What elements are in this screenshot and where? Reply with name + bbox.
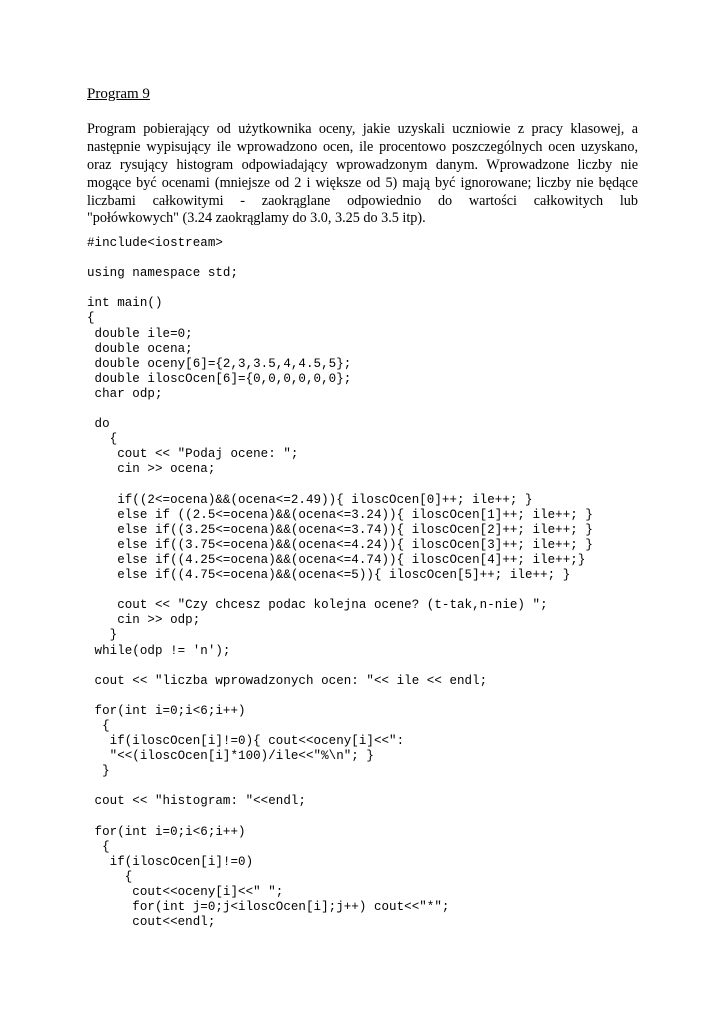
code-line (87, 402, 593, 417)
code-line (87, 251, 593, 266)
description-line: "połówkowych" (3.24 zaokrąglamy do 3.0, 3.25 do 3.5 itp). (87, 210, 426, 227)
code-line (87, 583, 593, 598)
code-line: if(iloscOcen[i]!=0) (87, 854, 254, 869)
code-line: double ocena; (87, 341, 193, 356)
code-line: else if((3.75<=ocena)&&(ocena<=4.24)){ iloscOcen[3]++; ile++; } (87, 537, 593, 552)
code-line: } (87, 764, 110, 779)
code-line (87, 779, 593, 794)
code-line: { (87, 432, 118, 447)
description-line: liczbami całkowitymi - zaokrąglane odpowiednio do wartości całkowitych lub (87, 192, 638, 209)
code-line (87, 281, 593, 296)
code-line: cout << "liczba wprowadzonych ocen: "<< ile << endl; (87, 673, 488, 688)
code-line: cout << "Czy chcesz podac kolejna ocene? (t-tak,n-nie) "; (87, 598, 548, 613)
code-line: { (87, 719, 110, 733)
code-line: if((2<=ocena)&&(ocena<=2.49)){ iloscOcen[0]++; ile++; } (87, 492, 533, 507)
code-line: do (87, 417, 110, 432)
code-line (87, 659, 593, 674)
code-line: "<<(iloscOcen[i]*100)/ile<<"%\n"; } (87, 749, 374, 764)
code-line: double oceny[6]={2,3,3.5,4,4.5,5}; (87, 356, 352, 371)
code-line: #include<iostream> (87, 236, 223, 250)
code-line: using namespace std; (87, 266, 239, 281)
code-line: else if((4.75<=ocena)&&(ocena<=5)){ iloscOcen[5]++; ile++; } (87, 568, 571, 583)
description-line: następnie wypisujący ile wprowadzono ocen, ile procentowo poszczególnych ocen uzyskano, (87, 138, 638, 155)
code-line: for(int j=0;j<iloscOcen[i];j++) cout<<"*"; (87, 900, 450, 915)
description-line: Program pobierający od użytkownika oceny, jakie uzyskali uczniowie z pracy klasowej, a (87, 121, 638, 137)
code-line: cin >> ocena; (87, 462, 216, 477)
code-line: char odp; (87, 386, 163, 401)
code-line: for(int i=0;i<6;i++) (87, 703, 246, 718)
code-line: else if ((2.5<=ocena)&&(ocena<=3.24)){ iloscOcen[1]++; ile++; } (87, 507, 593, 522)
code-line: cout<<endl; (87, 915, 216, 930)
code-line: int main() (87, 296, 163, 311)
code-line: { (87, 839, 110, 854)
code-line: double iloscOcen[6]={0,0,0,0,0,0}; (87, 371, 352, 386)
code-line: } (87, 628, 118, 643)
code-line: while(odp != 'n'); (87, 643, 231, 658)
program-title: Program 9 (87, 86, 150, 102)
code-line: else if((3.25<=ocena)&&(ocena<=3.74)){ iloscOcen[2]++; ile++; } (87, 522, 593, 537)
code-line: if(iloscOcen[i]!=0){ cout<<oceny[i]<<": (87, 734, 405, 749)
code-line (87, 478, 593, 493)
code-line (87, 810, 593, 825)
code-line (87, 689, 593, 704)
code-line: cout << "histogram: "<<endl; (87, 794, 306, 809)
code-line: { (87, 869, 133, 884)
code-line: cout<<oceny[i]<<" "; (87, 885, 284, 900)
code-line: for(int i=0;i<6;i++) (87, 824, 246, 839)
code-line: else if((4.25<=ocena)&&(ocena<=4.74)){ iloscOcen[4]++; ile++;} (87, 552, 586, 567)
source-code-listing (87, 236, 593, 930)
code-line: cout << "Podaj ocene: "; (87, 447, 299, 462)
description-line: mogące być ocenami (mniejsze od 2 i większe od 5) mają być ignorowane; liczby nie będące (87, 174, 638, 191)
code-line: cin >> odp; (87, 613, 201, 628)
code-line: double ile=0; (87, 326, 193, 341)
code-line: { (87, 311, 95, 326)
program-description (87, 121, 638, 228)
description-line: oraz rysujący histogram odpowiadający wprowadzonym danym. Wprowadzone liczby nie (87, 156, 638, 173)
